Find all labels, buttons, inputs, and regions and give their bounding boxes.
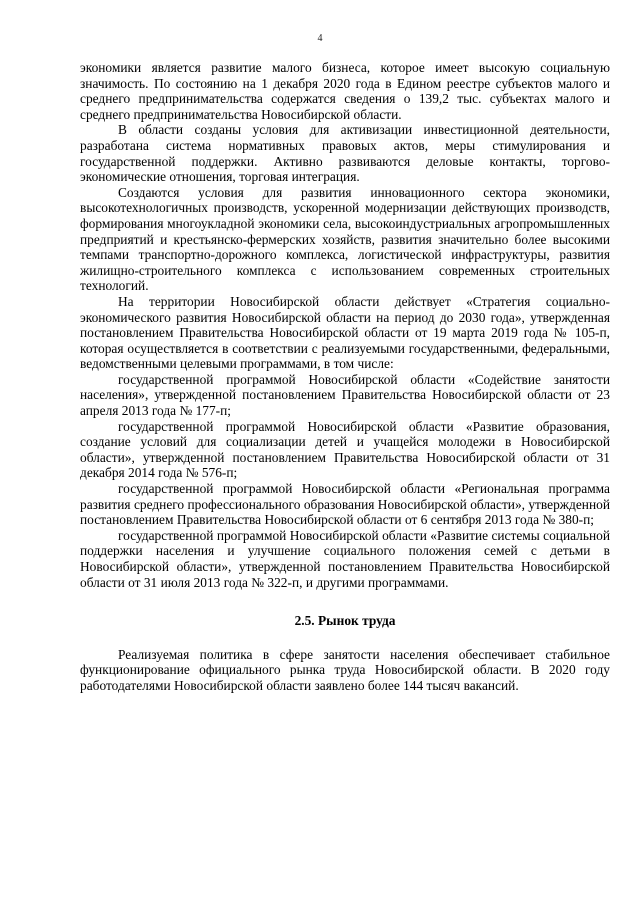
paragraph: экономики является развитие малого бизнеса, которое имеет высокую социальную значимость. По состоянию на 1 декабря 2020 года в Едином реестре субъектов малого и среднего предпринимательства содержатся сведения о 139,2 тыс. субъектах малого и среднего предпринимательства Новосибирской области. — [80, 60, 610, 122]
document-body — [80, 60, 610, 694]
paragraph: В области созданы условия для активизации инвестиционной деятельности, разработана система нормативных правовых актов, меры стимулирования и государственной поддержки. Активно развиваются деловые контакты, торгово-экономические отношения, торговая интеграция. — [80, 122, 610, 185]
paragraph: государственной программой Новосибирской области «Содействие занятости населения», утвержденной постановлением Правительства Новосибирской области от 23 апреля 2013 года № 177-п; — [80, 371, 610, 419]
page-number: 4 — [317, 33, 323, 44]
section-heading: 2.5. Рынок труда — [294, 613, 396, 629]
paragraph: государственной программой Новосибирской области «Региональная программа развития среднего профессионального образования Новосибирской области», утвержденной постановлением Правительства Новосибирской области от 6 сентября 2013 года № 380-п; — [80, 481, 610, 528]
paragraph: На территории Новосибирской области действует «Стратегия социально-экономического развития Новосибирской области на период до 2030 года», утвержденная постановлением Правительства Новосибирской области от 19 марта 2019 года № 105-п, которая осуществляется в соответствии с реализуемыми государственными, федеральными, ведомственными целевыми программами, в том числе: — [80, 293, 610, 372]
paragraph: государственной программой Новосибирской области «Развитие системы социальной поддержки населения и улучшение социального положения семей с детьми в Новосибирской области», утвержденной постановлением Правительства Новосибирской области от 31 июля 2013 года № 322-п, и другими программами. — [80, 527, 610, 590]
paragraph: государственной программой Новосибирской области «Развитие образования, создание условий для социализации детей и учащейся молодежи в Новосибирской области», утвержденной постановлением Правительства Новосибирской области от 31 декабря 2014 года № 576-п; — [80, 418, 610, 481]
paragraph-group-bottom — [80, 647, 610, 694]
paragraph: Реализуемая политика в сфере занятости населения обеспечивает стабильное функционирование официального рынка труда Новосибирской области. В 2020 году работодателями Новосибирской области заявлено более 144 тысяч вакансий. — [80, 646, 610, 693]
paragraph-group-top — [80, 60, 610, 590]
paragraph: Создаются условия для развития инновационного сектора экономики, высокотехнологичных производств, ускоренной модернизации действующих производств, формирования многоукладной экономики села, высокоиндустриальных агропромышленных предприятий и крестьянско-фермерских хозяйств, развития значительно более высокими темпами транспортно-дорожного комплекса, логистической инфраструктуры, развития жилищно-строительного комплекса с использованием современных строительных технологий. — [80, 184, 610, 294]
